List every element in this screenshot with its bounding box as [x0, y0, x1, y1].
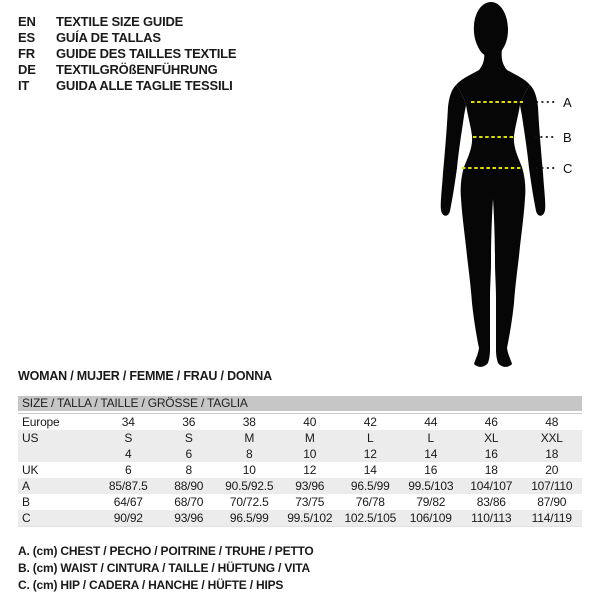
language-code: FR: [18, 46, 35, 61]
table-cell: 8: [185, 463, 192, 477]
legend-item-chest: A. (cm) CHEST / PECHO / POITRINE / TRUHE / PETTO: [18, 544, 314, 558]
measure-label-b: B: [563, 130, 572, 145]
table-cell: 107/110: [531, 479, 573, 493]
table-cell: 20: [545, 463, 559, 477]
language-code: IT: [18, 78, 30, 93]
table-cell: 16: [484, 447, 498, 461]
table-cell: L: [367, 431, 374, 445]
table-cell: XXL: [540, 431, 563, 445]
table-cell: 110/113: [471, 511, 512, 525]
measure-legend: [18, 543, 314, 594]
table-row-hip-c: [18, 510, 582, 526]
table-cell: 18: [484, 463, 498, 477]
table-cell: 36: [182, 415, 196, 429]
table-row-us: [18, 430, 582, 446]
table-cell: 38: [242, 415, 256, 429]
table-cell: 18: [545, 447, 559, 461]
table-cell: 104/107: [470, 479, 513, 493]
table-cell: 6: [185, 447, 192, 461]
row-label: [18, 446, 98, 462]
table-cell: 79/82: [416, 495, 446, 509]
table-cell: S: [124, 431, 133, 445]
legend-item-waist: B. (cm) WAIST / CINTURA / TAILLE / HÜFTUNG / VITA: [18, 561, 310, 575]
row-label: A: [22, 479, 30, 493]
table-cell: 87/90: [537, 495, 567, 509]
table-row-chest-a: [18, 478, 582, 494]
table-cell: 12: [303, 463, 317, 477]
language-code: DE: [18, 62, 36, 77]
measure-label-c: C: [563, 161, 573, 176]
table-cell: 70/72.5: [229, 495, 269, 509]
table-cell: 64/67: [113, 495, 143, 509]
table-cell: 68/70: [174, 495, 204, 509]
language-row: [18, 30, 236, 46]
table-cell: XL: [484, 431, 499, 445]
table-cell: 102.5/105: [344, 511, 397, 525]
table-cell: 93/96: [295, 479, 325, 493]
table-cell: 14: [424, 447, 438, 461]
table-cell: 96.5/99: [350, 479, 390, 493]
table-cell: 6: [125, 463, 132, 477]
table-cell: 42: [363, 415, 377, 429]
table-cell: 8: [246, 447, 253, 461]
table-cell: 99.5/102: [287, 511, 333, 525]
table-cell: 40: [303, 415, 317, 429]
language-row: [18, 14, 236, 30]
language-code: EN: [18, 14, 36, 29]
table-cell: 114/119: [531, 511, 572, 525]
table-row-uk: [18, 462, 582, 478]
table-cell: M: [244, 431, 255, 445]
language-label: TEXTILGRÖßENFÜHRUNG: [56, 62, 218, 77]
table-cell: 85/87.5: [108, 479, 148, 493]
measure-label-a: A: [563, 95, 572, 110]
row-label: US: [22, 431, 39, 445]
table-cell: 14: [363, 463, 377, 477]
language-code: ES: [18, 30, 35, 45]
table-cell: S: [184, 431, 193, 445]
legend-item-hip: C. (cm) HIP / CADERA / HANCHE / HÜFTE / HIPS: [18, 578, 284, 592]
table-cell: 4: [125, 447, 132, 461]
size-figure: [420, 0, 600, 380]
row-label: C: [22, 511, 31, 525]
table-cell: 96.5/99: [229, 511, 269, 525]
table-cell: 73/75: [295, 495, 325, 509]
woman-silhouette-svg: [420, 0, 600, 380]
row-label: Europe: [22, 415, 60, 429]
table-cell: 83/86: [476, 495, 506, 509]
table-cell: 46: [484, 415, 498, 429]
language-label: GUÍA DE TALLAS: [56, 30, 161, 45]
table-cell: 16: [424, 463, 438, 477]
table-cell: 44: [424, 415, 438, 429]
table-row-us-numeric: [18, 446, 582, 462]
table-row-europe: [18, 414, 582, 430]
language-label: GUIDE DES TAILLES TEXTILE: [56, 46, 237, 61]
table-cell: 12: [363, 447, 377, 461]
table-cell: 99.5/103: [408, 479, 454, 493]
table-cell: 76/78: [355, 495, 385, 509]
row-label: UK: [22, 463, 39, 477]
table-cell: 48: [545, 415, 559, 429]
language-label: GUIDA ALLE TAGLIE TESSILI: [56, 78, 233, 93]
size-table-header: SIZE / TALLA / TAILLE / GRÖSSE / TAGLIA: [18, 396, 582, 411]
row-label: B: [22, 495, 30, 509]
table-cell: 106/109: [409, 511, 452, 525]
woman-body-silhouette: [456, 48, 530, 367]
table-cell: 90/92: [113, 511, 143, 525]
language-row: [18, 46, 236, 62]
language-row: [18, 62, 236, 78]
language-list: [18, 14, 236, 94]
table-cell: 88/90: [174, 479, 204, 493]
size-table: [18, 396, 582, 527]
table-cell: 90.5/92.5: [225, 479, 274, 493]
woman-head-silhouette: [474, 2, 508, 57]
section-title-woman: WOMAN / MUJER / FEMME / FRAU / DONNA: [18, 369, 272, 383]
table-row-waist-b: [18, 494, 582, 510]
language-label: TEXTILE SIZE GUIDE: [56, 14, 184, 29]
table-cell: 34: [121, 415, 135, 429]
table-cell: L: [427, 431, 434, 445]
language-row: [18, 78, 236, 94]
size-table-body: [18, 413, 582, 527]
table-cell: M: [304, 431, 315, 445]
table-cell: 93/96: [174, 511, 204, 525]
table-cell: 10: [242, 463, 256, 477]
table-cell: 10: [303, 447, 317, 461]
